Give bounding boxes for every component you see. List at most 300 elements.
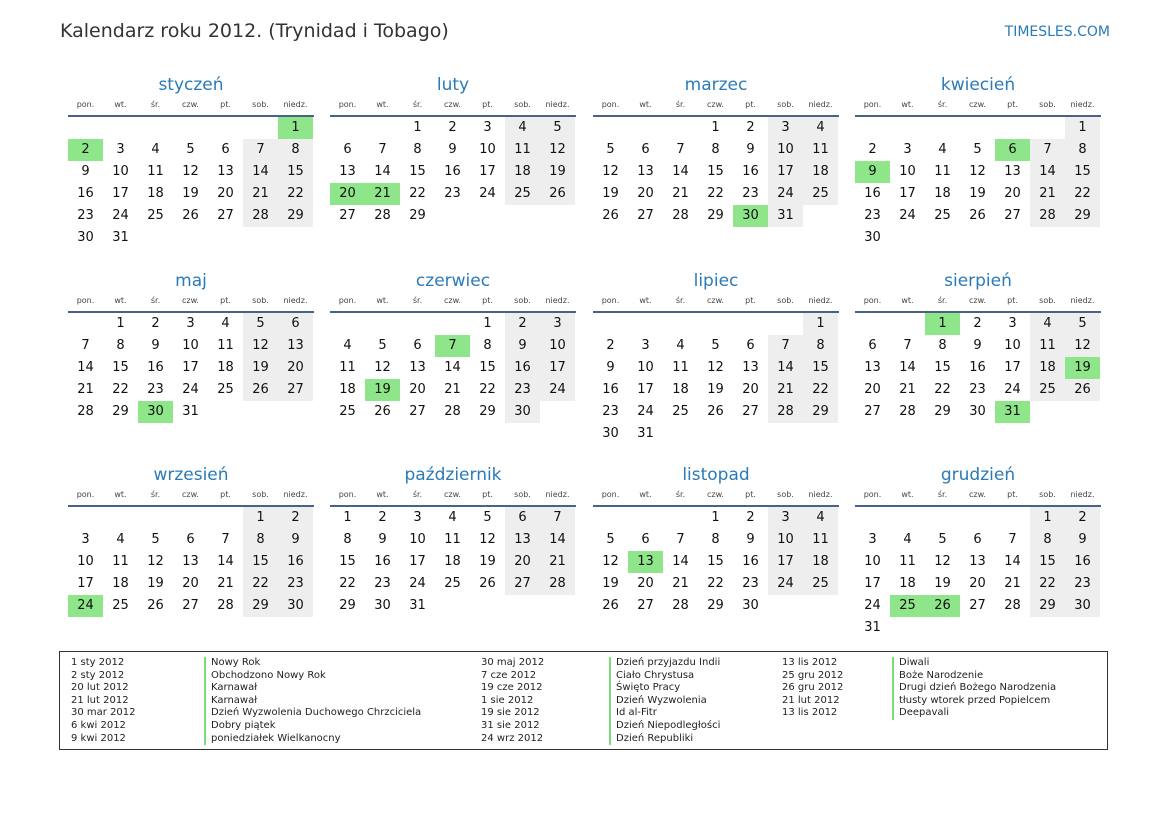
day-cell: 23 — [77, 208, 94, 223]
day-cell: 20 — [969, 576, 986, 591]
day-cell: 21 — [540, 551, 575, 573]
day-cell: 5 — [483, 510, 492, 525]
empty-cell — [960, 507, 995, 529]
legend-holiday-name: Dzień Republiki — [616, 732, 694, 744]
day-cell: 2 — [746, 120, 755, 135]
weekday-label: sob. — [777, 296, 794, 305]
day-cell: 11 — [217, 338, 234, 353]
day-cell: 18 — [444, 554, 461, 569]
day-cell: 4 — [1030, 313, 1065, 335]
day-cell: 26 — [707, 404, 724, 419]
day-cell: 22 — [1065, 183, 1100, 205]
empty-cell — [593, 313, 628, 335]
legend-holiday-name: Ciało Chrystusa — [616, 669, 695, 681]
day-cell: 12 — [934, 554, 951, 569]
day-cell: 11 — [934, 164, 951, 179]
weekday-label: wt. — [901, 100, 914, 109]
day-cell: 22 — [339, 576, 356, 591]
weekday-header — [68, 295, 314, 313]
weekday-label: sob. — [1039, 100, 1056, 109]
weekday-header — [68, 99, 314, 117]
day-cell: 6 — [343, 142, 352, 157]
weekday-label: śr. — [150, 296, 161, 305]
day-cell: 2 — [973, 316, 982, 331]
day-cell: 22 — [1030, 573, 1065, 595]
day-cell: 2 — [1065, 507, 1100, 529]
day-cell: 13 — [1004, 164, 1021, 179]
day-cell: 13 — [637, 164, 654, 179]
day-cell: 27 — [1004, 208, 1021, 223]
weekday-label: wt. — [901, 296, 914, 305]
day-cell: 6 — [278, 313, 313, 335]
day-cell: 4 — [116, 532, 125, 547]
weekday-label: niedz. — [1070, 490, 1095, 499]
day-cell: 1 — [343, 510, 352, 525]
month-10 — [330, 464, 576, 617]
month-4 — [855, 74, 1101, 249]
day-cell: 4 — [803, 117, 838, 139]
day-cell: 31 — [637, 426, 654, 441]
day-cell: 3 — [903, 142, 912, 157]
day-cell: 9 — [746, 142, 755, 157]
day-cell: 26 — [969, 208, 986, 223]
day-cell: 17 — [768, 161, 803, 183]
day-cell: 10 — [864, 554, 881, 569]
holiday-day: 9 — [855, 161, 890, 183]
day-cell: 25 — [217, 382, 234, 397]
day-cell: 5 — [973, 142, 982, 157]
day-cell: 7 — [1030, 139, 1065, 161]
weekday-label: sob. — [777, 490, 794, 499]
weekday-label: niedz. — [545, 490, 570, 499]
day-cell: 21 — [77, 382, 94, 397]
legend-date-column — [782, 657, 843, 720]
weekday-label: wt. — [376, 296, 389, 305]
weekday-label: czw. — [969, 490, 986, 499]
brand-link[interactable]: TIMESLES.COM — [1004, 24, 1110, 40]
day-cell: 23 — [374, 576, 391, 591]
day-cell: 17 — [637, 382, 654, 397]
weekday-label: czw. — [707, 100, 724, 109]
weekday-label: wt. — [639, 296, 652, 305]
day-cell: 28 — [217, 598, 234, 613]
day-cell: 28 — [672, 598, 689, 613]
holiday-legend — [59, 651, 1108, 750]
weekday-label: pt. — [220, 100, 231, 109]
day-cell: 12 — [707, 360, 724, 375]
legend-holiday-name: Dobry piątek — [211, 719, 276, 731]
day-cell: 7 — [768, 335, 803, 357]
day-cell: 6 — [973, 532, 982, 547]
legend-date: 24 wrz 2012 — [481, 732, 544, 744]
weekday-label: pt. — [1007, 296, 1018, 305]
day-cell: 18 — [1030, 357, 1065, 379]
day-cell: 13 — [864, 360, 881, 375]
day-cell: 27 — [339, 208, 356, 223]
weekday-label: niedz. — [808, 100, 833, 109]
day-cell: 2 — [151, 316, 160, 331]
weekday-header — [855, 295, 1101, 313]
day-cell: 27 — [278, 379, 313, 401]
legend-holiday-name: tłusty wtorek przed Popielcem — [899, 694, 1051, 706]
legend-date: 25 gru 2012 — [782, 669, 844, 681]
day-cell: 15 — [339, 554, 356, 569]
day-cell: 30 — [278, 595, 313, 617]
weekday-label: wt. — [639, 100, 652, 109]
day-cell: 8 — [278, 139, 313, 161]
day-cell: 18 — [112, 576, 129, 591]
day-cell: 1 — [1030, 507, 1065, 529]
weekday-label: wt. — [639, 490, 652, 499]
day-grid — [855, 117, 1101, 249]
weekday-label: wt. — [376, 100, 389, 109]
weekday-label: niedz. — [808, 296, 833, 305]
day-cell: 22 — [278, 183, 313, 205]
day-cell: 16 — [1065, 551, 1100, 573]
empty-cell — [68, 507, 103, 529]
weekday-label: czw. — [707, 296, 724, 305]
day-cell: 4 — [903, 532, 912, 547]
day-cell: 22 — [803, 379, 838, 401]
day-grid — [593, 507, 839, 617]
weekday-label: pt. — [745, 100, 756, 109]
empty-cell — [103, 117, 138, 139]
day-cell: 13 — [969, 554, 986, 569]
weekday-label: sob. — [514, 490, 531, 499]
day-cell: 1 — [711, 510, 720, 525]
legend-date: 19 cze 2012 — [481, 682, 543, 694]
day-cell: 20 — [1004, 186, 1021, 201]
day-cell: 18 — [672, 382, 689, 397]
day-cell: 20 — [637, 576, 654, 591]
day-cell: 1 — [711, 120, 720, 135]
day-cell: 19 — [147, 576, 164, 591]
holiday-day: 30 — [138, 401, 173, 423]
month-name: styczeń — [158, 75, 224, 95]
day-cell: 4 — [448, 510, 457, 525]
day-cell: 12 — [243, 335, 278, 357]
day-cell: 5 — [606, 532, 615, 547]
day-cell: 9 — [278, 529, 313, 551]
empty-cell — [855, 507, 890, 529]
day-cell: 18 — [803, 161, 838, 183]
weekday-label: czw. — [182, 100, 199, 109]
day-cell: 22 — [934, 382, 951, 397]
day-grid — [855, 313, 1101, 423]
legend-holiday-name: Diwali — [899, 657, 930, 668]
day-cell: 11 — [803, 139, 838, 161]
day-cell: 27 — [637, 208, 654, 223]
empty-cell — [1030, 117, 1065, 139]
empty-cell — [103, 507, 138, 529]
weekday-label: pt. — [220, 296, 231, 305]
empty-cell — [173, 507, 208, 529]
day-cell: 28 — [77, 404, 94, 419]
empty-cell — [995, 117, 1030, 139]
legend-holiday-name: Drugi dzień Bożego Narodzenia — [899, 682, 1057, 694]
weekday-label: śr. — [675, 100, 686, 109]
empty-cell — [330, 117, 365, 139]
legend-holiday-name: Karnawał — [211, 694, 258, 706]
day-cell: 9 — [505, 335, 540, 357]
day-cell: 17 — [899, 186, 916, 201]
holiday-day: 25 — [890, 595, 925, 617]
day-cell: 7 — [81, 338, 90, 353]
weekday-label: pt. — [745, 490, 756, 499]
empty-cell — [208, 117, 243, 139]
legend-date: 30 mar 2012 — [71, 707, 136, 719]
day-cell: 30 — [969, 404, 986, 419]
weekday-label: niedz. — [283, 100, 308, 109]
day-cell: 1 — [243, 507, 278, 529]
day-cell: 14 — [444, 360, 461, 375]
day-cell: 16 — [864, 186, 881, 201]
holiday-day: 31 — [995, 401, 1030, 423]
day-cell: 4 — [505, 117, 540, 139]
weekday-label: sob. — [252, 296, 269, 305]
day-cell: 1 — [1065, 117, 1100, 139]
day-cell: 5 — [1065, 313, 1100, 335]
month-name: luty — [436, 75, 470, 95]
legend-holiday-name: Id al-Fitr — [616, 707, 657, 719]
day-cell: 15 — [112, 360, 129, 375]
empty-cell — [855, 117, 890, 139]
day-cell: 28 — [1030, 205, 1065, 227]
day-cell: 18 — [339, 382, 356, 397]
day-cell: 21 — [672, 186, 689, 201]
day-cell: 30 — [374, 598, 391, 613]
day-cell: 7 — [903, 338, 912, 353]
day-cell: 17 — [540, 357, 575, 379]
day-cell: 4 — [221, 316, 230, 331]
day-cell: 24 — [899, 208, 916, 223]
day-cell: 3 — [483, 120, 492, 135]
weekday-label: pon. — [338, 296, 357, 305]
holiday-day: 20 — [330, 183, 365, 205]
weekday-label: pt. — [1007, 100, 1018, 109]
weekday-header — [330, 489, 576, 507]
weekday-label: wt. — [901, 490, 914, 499]
weekday-label: pon. — [338, 100, 357, 109]
day-cell: 15 — [409, 164, 426, 179]
weekday-label: śr. — [937, 490, 948, 499]
day-cell: 14 — [672, 164, 689, 179]
day-cell: 10 — [768, 139, 803, 161]
day-cell: 12 — [147, 554, 164, 569]
day-cell: 28 — [540, 573, 575, 595]
empty-cell — [925, 507, 960, 529]
day-cell: 10 — [112, 164, 129, 179]
weekday-label: pon. — [338, 490, 357, 499]
legend-holiday-name: Dzień Wyzwolenia — [616, 694, 707, 706]
day-cell: 17 — [864, 576, 881, 591]
legend-date: 19 sie 2012 — [481, 707, 540, 719]
day-cell: 20 — [182, 576, 199, 591]
legend-date: 31 sie 2012 — [481, 719, 540, 731]
day-cell: 30 — [77, 230, 94, 245]
empty-cell — [68, 117, 103, 139]
day-cell: 19 — [707, 382, 724, 397]
day-cell: 15 — [278, 161, 313, 183]
empty-cell — [365, 313, 400, 335]
empty-cell — [663, 313, 698, 335]
weekday-header — [855, 489, 1101, 507]
day-cell: 3 — [540, 313, 575, 335]
day-cell: 10 — [899, 164, 916, 179]
day-cell: 19 — [243, 357, 278, 379]
day-cell: 18 — [217, 360, 234, 375]
day-cell: 24 — [768, 573, 803, 595]
day-cell: 30 — [742, 598, 759, 613]
day-cell: 15 — [803, 357, 838, 379]
day-cell: 17 — [1004, 360, 1021, 375]
month-2 — [330, 74, 576, 227]
day-cell: 26 — [602, 598, 619, 613]
day-cell: 3 — [768, 507, 803, 529]
weekday-label: śr. — [150, 490, 161, 499]
legend-date-column — [481, 657, 544, 745]
weekday-label: pon. — [601, 296, 620, 305]
weekday-label: czw. — [182, 490, 199, 499]
legend-holiday-name: Obchodzono Nowy Rok — [211, 669, 326, 681]
empty-cell — [330, 313, 365, 335]
day-cell: 9 — [973, 338, 982, 353]
day-grid — [68, 117, 314, 249]
day-cell: 23 — [864, 208, 881, 223]
empty-cell — [173, 117, 208, 139]
day-cell: 8 — [243, 529, 278, 551]
day-cell: 15 — [707, 164, 724, 179]
month-7 — [593, 270, 839, 445]
day-cell: 3 — [81, 532, 90, 547]
day-cell: 27 — [969, 598, 986, 613]
day-cell: 31 — [768, 205, 803, 227]
day-cell: 25 — [803, 573, 838, 595]
day-cell: 21 — [243, 183, 278, 205]
day-cell: 23 — [969, 382, 986, 397]
month-11 — [593, 464, 839, 617]
day-cell: 2 — [868, 142, 877, 157]
day-cell: 15 — [479, 360, 496, 375]
day-cell: 13 — [278, 335, 313, 357]
day-cell: 18 — [899, 576, 916, 591]
day-cell: 19 — [479, 554, 496, 569]
weekday-label: pon. — [76, 490, 95, 499]
empty-cell — [400, 313, 435, 335]
day-cell: 8 — [803, 335, 838, 357]
weekday-label: wt. — [114, 100, 127, 109]
day-grid — [855, 507, 1101, 639]
weekday-label: pon. — [601, 100, 620, 109]
month-name: listopad — [682, 465, 750, 485]
day-cell: 1 — [483, 316, 492, 331]
day-cell: 27 — [409, 404, 426, 419]
empty-cell — [768, 313, 803, 335]
day-cell: 19 — [540, 161, 575, 183]
day-cell: 20 — [637, 186, 654, 201]
day-cell: 10 — [409, 532, 426, 547]
month-name: październik — [404, 465, 502, 485]
day-cell: 26 — [147, 598, 164, 613]
day-cell: 28 — [899, 404, 916, 419]
day-cell: 6 — [868, 338, 877, 353]
day-cell: 21 — [1004, 576, 1021, 591]
day-cell: 10 — [479, 142, 496, 157]
weekday-label: niedz. — [1070, 296, 1095, 305]
day-cell: 22 — [243, 573, 278, 595]
day-cell: 24 — [409, 576, 426, 591]
day-cell: 8 — [483, 338, 492, 353]
weekday-label: sob. — [252, 490, 269, 499]
legend-date: 2 sty 2012 — [71, 669, 125, 681]
weekday-label: śr. — [412, 296, 423, 305]
day-cell: 28 — [444, 404, 461, 419]
legend-holiday-name: Nowy Rok — [211, 657, 261, 668]
day-cell: 10 — [768, 529, 803, 551]
day-cell: 26 — [479, 576, 496, 591]
day-cell: 5 — [711, 338, 720, 353]
weekday-label: pon. — [863, 296, 882, 305]
holiday-day: 19 — [365, 379, 400, 401]
legend-date: 6 kwi 2012 — [71, 719, 126, 731]
day-cell: 3 — [768, 117, 803, 139]
weekday-label: śr. — [675, 490, 686, 499]
day-cell: 10 — [77, 554, 94, 569]
empty-cell — [663, 117, 698, 139]
day-cell: 29 — [112, 404, 129, 419]
legend-date: 13 lis 2012 — [782, 657, 838, 668]
empty-cell — [593, 507, 628, 529]
day-cell: 26 — [1065, 379, 1100, 401]
day-cell: 29 — [707, 598, 724, 613]
day-cell: 2 — [448, 120, 457, 135]
weekday-label: niedz. — [545, 100, 570, 109]
day-cell: 13 — [409, 360, 426, 375]
day-cell: 2 — [278, 507, 313, 529]
day-cell: 8 — [711, 142, 720, 157]
day-cell: 31 — [864, 620, 881, 635]
day-cell: 11 — [1030, 335, 1065, 357]
legend-date: 13 lis 2012 — [782, 707, 838, 719]
day-cell: 18 — [505, 161, 540, 183]
day-cell: 9 — [1065, 529, 1100, 551]
day-cell: 4 — [676, 338, 685, 353]
day-cell: 29 — [479, 404, 496, 419]
weekday-label: pt. — [482, 100, 493, 109]
day-cell: 22 — [112, 382, 129, 397]
day-cell: 4 — [803, 507, 838, 529]
day-cell: 22 — [707, 186, 724, 201]
day-cell: 23 — [505, 379, 540, 401]
day-cell: 6 — [221, 142, 230, 157]
day-cell: 14 — [1030, 161, 1065, 183]
day-cell: 15 — [1065, 161, 1100, 183]
legend-date: 1 sty 2012 — [71, 657, 125, 668]
day-cell: 24 — [479, 186, 496, 201]
day-cell: 29 — [803, 401, 838, 423]
empty-cell — [628, 117, 663, 139]
day-cell: 24 — [182, 382, 199, 397]
weekday-header — [593, 489, 839, 507]
month-9 — [68, 464, 314, 617]
empty-cell — [698, 313, 733, 335]
legend-date: 1 sie 2012 — [481, 694, 534, 706]
month-5 — [68, 270, 314, 423]
day-cell: 30 — [864, 230, 881, 245]
weekday-label: niedz. — [283, 296, 308, 305]
day-cell: 20 — [409, 382, 426, 397]
day-cell: 16 — [444, 164, 461, 179]
